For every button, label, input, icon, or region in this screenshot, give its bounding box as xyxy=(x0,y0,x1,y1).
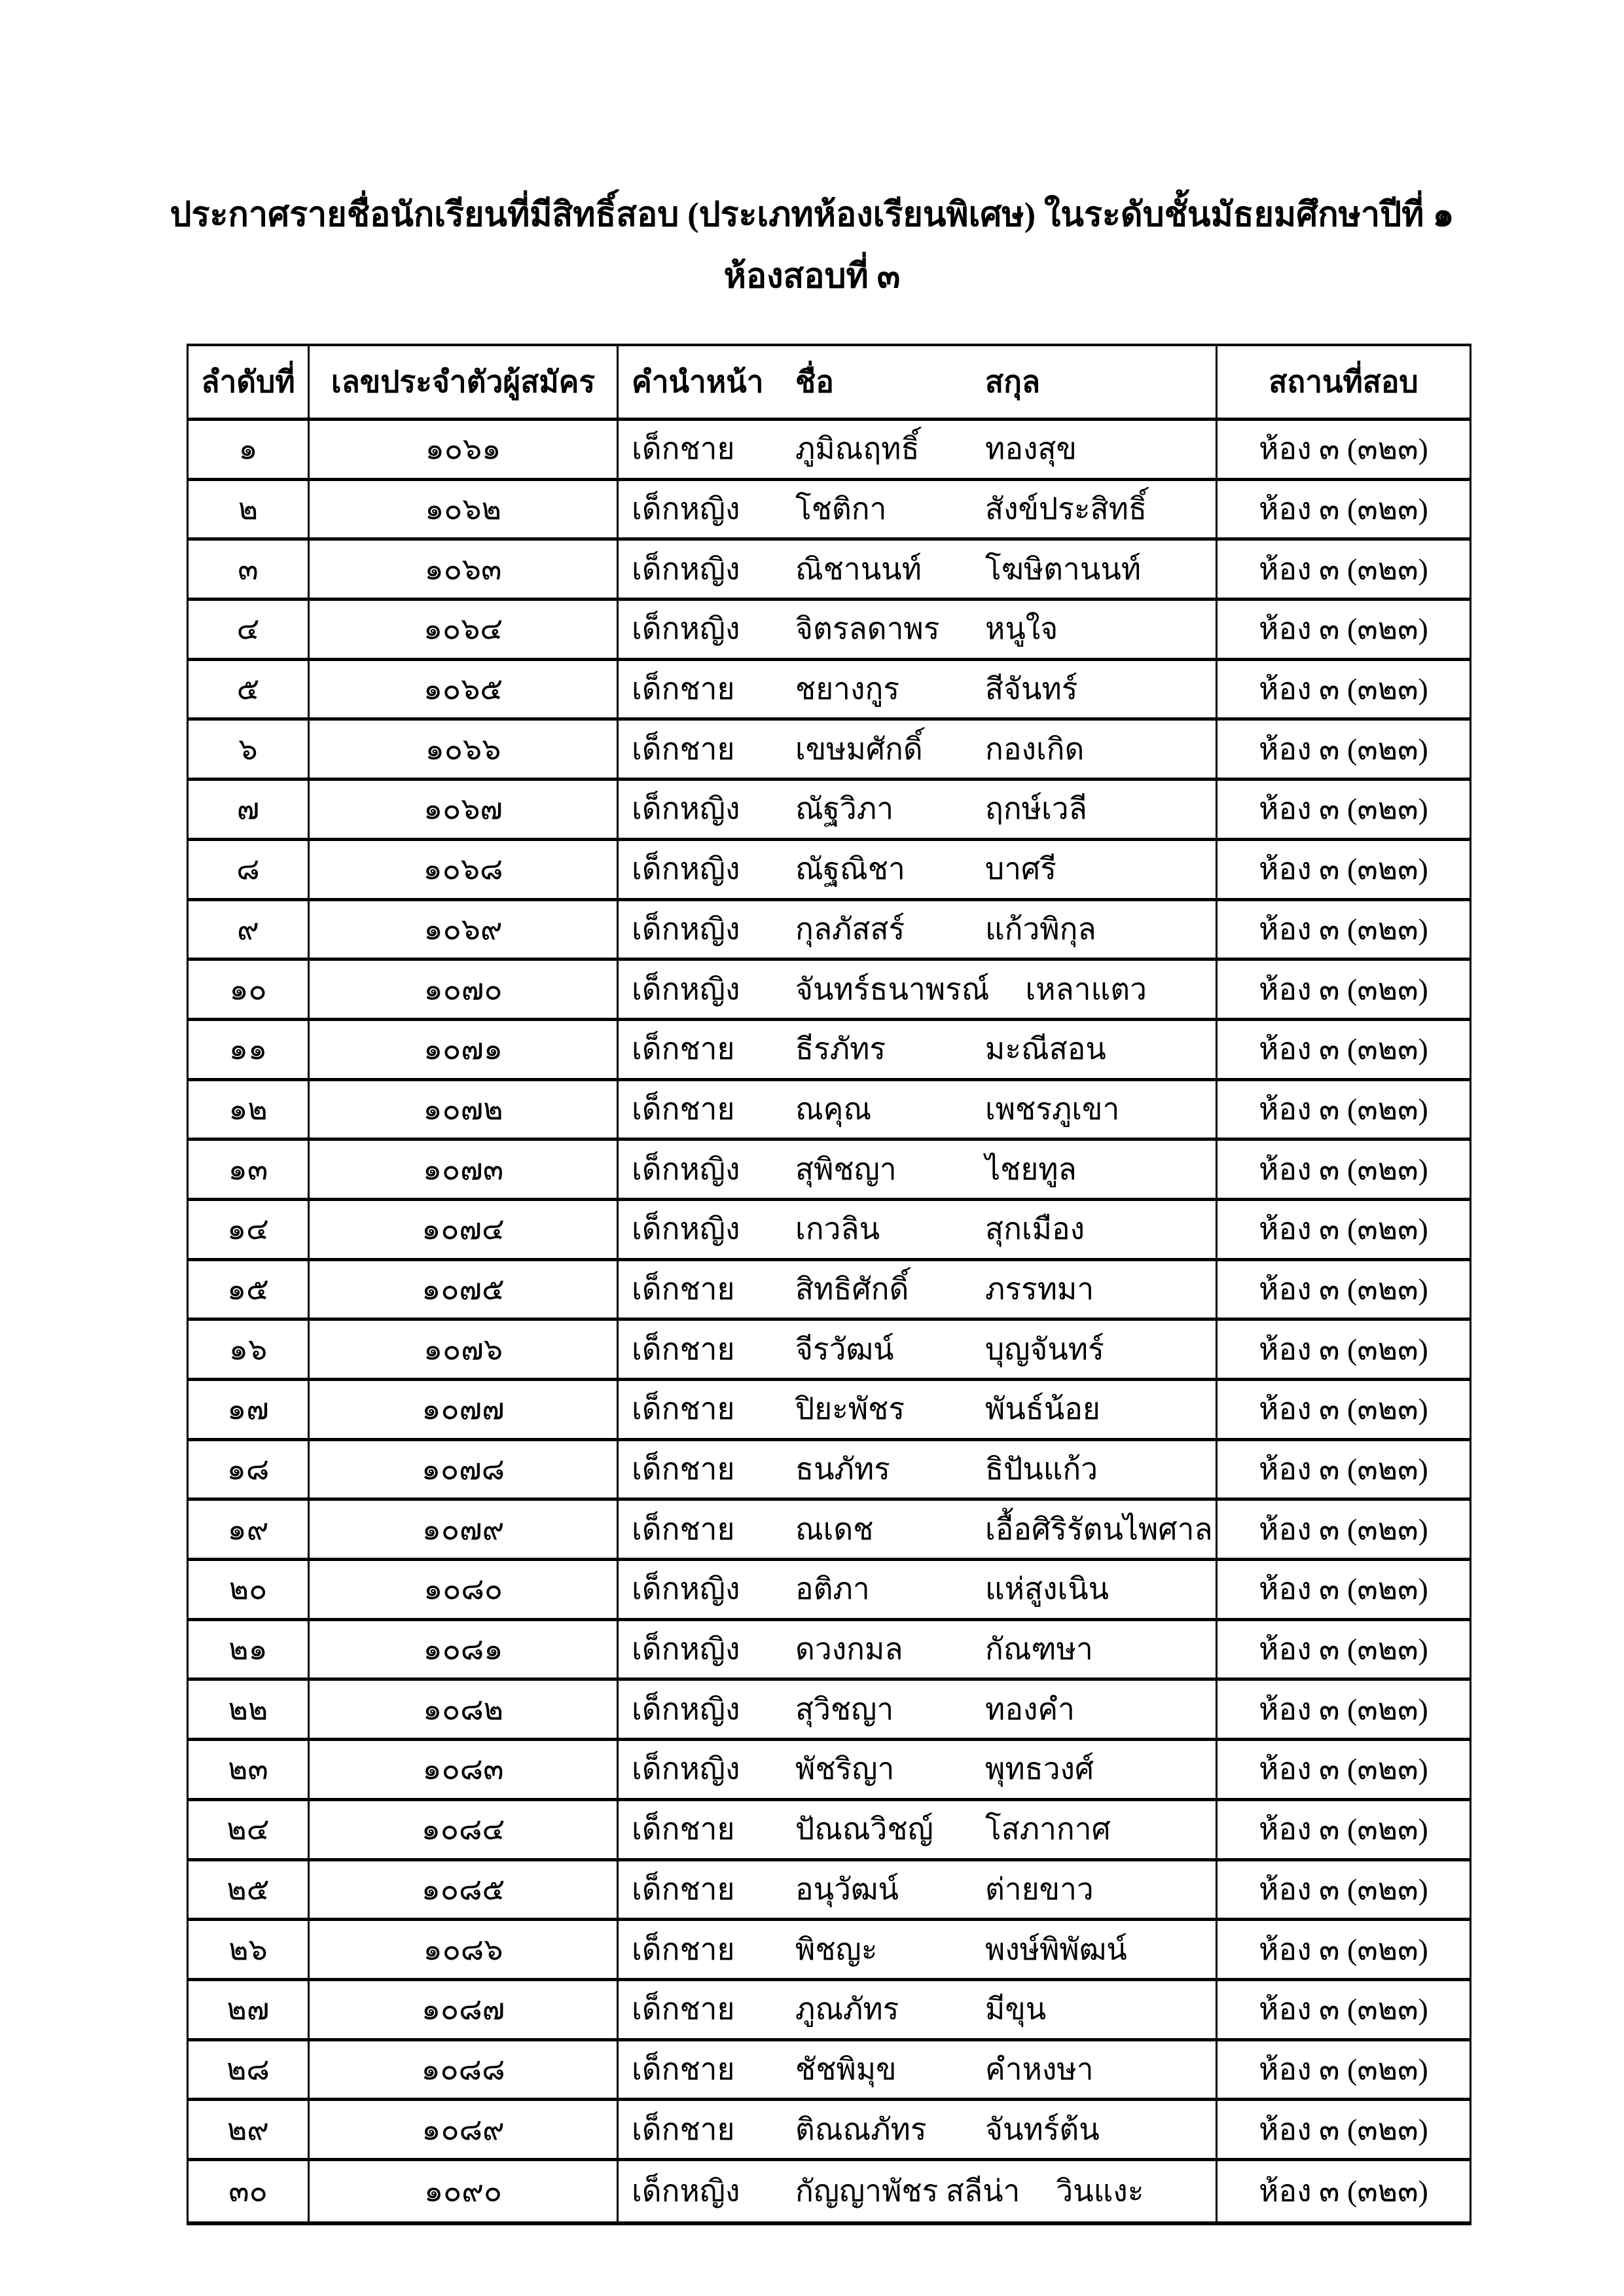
cell-name-group xyxy=(619,2041,1218,2098)
cell-first-name: ธีรภัทร xyxy=(795,1032,886,1066)
cell-prefix: เด็กหญิง xyxy=(632,972,740,1006)
cell-first-name: จีรวัฒน์ xyxy=(795,1332,894,1366)
table-row xyxy=(189,901,1470,961)
cell-first-name: ปัณณวิชญ์ xyxy=(795,1812,933,1846)
cell-exam-location: ห้อง ๓ (๓๒๓) xyxy=(1259,2174,1428,2208)
table-row xyxy=(189,2161,1470,2221)
cell-first-name: ปิยะพัชร xyxy=(795,1392,905,1426)
cell-last-name: มะณีสอน xyxy=(985,1032,1106,1066)
header-exam-location: สถานที่สอบ xyxy=(1269,365,1418,399)
cell-prefix: เด็กชาย xyxy=(632,1032,735,1066)
cell-first-name: ณิชานนท์ xyxy=(795,552,922,586)
cell-applicant-id: ๑๐๙๐ xyxy=(310,2161,619,2221)
cell-prefix: เด็กหญิง xyxy=(632,552,740,586)
cell-last-name: พุทธวงศ์ xyxy=(985,1752,1094,1786)
cell-name-group xyxy=(619,661,1218,718)
cell-prefix: เด็กหญิง xyxy=(632,2174,740,2208)
cell-name-group xyxy=(619,1201,1218,1258)
cell-first-name: ธนภัทร xyxy=(795,1452,890,1486)
table-row xyxy=(189,1441,1470,1501)
cell-last-name: วินแงะ xyxy=(1056,2174,1144,2208)
cell-no: ๓๐ xyxy=(189,2161,310,2221)
cell-last-name: กัณฑษา xyxy=(985,1632,1093,1666)
table-row xyxy=(189,1741,1470,1801)
header-name-group xyxy=(619,346,1218,418)
table-row xyxy=(189,1561,1470,1621)
cell-exam-location: ห้อง ๓ (๓๒๓) xyxy=(1259,1452,1428,1486)
cell-last-name: ไชยทูล xyxy=(985,1152,1077,1186)
cell-prefix: เด็กชาย xyxy=(632,1452,735,1486)
cell-name-group xyxy=(619,1801,1218,1858)
cell-last-name: แห่สูงเนิน xyxy=(985,1572,1110,1606)
cell-applicant-id: ๑๐๖๒ xyxy=(310,481,619,538)
cell-applicant-id: ๑๐๘๘ xyxy=(310,2041,619,2098)
cell-prefix: เด็กหญิง xyxy=(632,1752,740,1786)
cell-exam-location: ห้อง ๓ (๓๒๓) xyxy=(1259,672,1428,706)
cell-applicant-id: ๑๐๘๐ xyxy=(310,1561,619,1618)
cell-prefix: เด็กหญิง xyxy=(632,912,740,946)
cell-prefix: เด็กหญิง xyxy=(632,1212,740,1246)
header-applicant-id: เลขประจำตัวผู้สมัคร xyxy=(310,346,619,418)
cell-name-group xyxy=(619,781,1218,838)
table-row xyxy=(189,2101,1470,2161)
cell-prefix: เด็กชาย xyxy=(632,432,735,466)
cell-exam-location: ห้อง ๓ (๓๒๓) xyxy=(1259,1152,1428,1186)
cell-last-name: เหลาแตว xyxy=(1025,972,1147,1006)
cell-last-name: คำหงษา xyxy=(985,2052,1094,2086)
cell-no: ๔ xyxy=(189,601,310,658)
cell-applicant-id: ๑๐๘๓ xyxy=(310,1741,619,1798)
cell-prefix: เด็กชาย xyxy=(632,1932,735,1966)
cell-no: ๘ xyxy=(189,841,310,898)
cell-name-group xyxy=(619,1081,1218,1138)
cell-prefix: เด็กชาย xyxy=(632,1332,735,1366)
cell-first-name: พัชริญา xyxy=(795,1752,895,1786)
cell-prefix: เด็กชาย xyxy=(632,1512,735,1546)
cell-last-name: แก้วพิกุล xyxy=(985,912,1096,946)
cell-name-group xyxy=(619,1981,1218,2038)
cell-exam-location: ห้อง ๓ (๓๒๓) xyxy=(1259,1032,1428,1066)
cell-no: ๒๘ xyxy=(189,2041,310,2098)
cell-applicant-id: ๑๐๗๖ xyxy=(310,1321,619,1378)
header-no: ลำดับที่ xyxy=(189,346,310,418)
title-line-1: ประกาศรายชื่อนักเรียนที่มีสิทธิ์สอบ (ประเภทห้องเรียนพิเศษ) ในระดับชั้นมัธยมศึกษาปีที่ ๑ xyxy=(170,196,1454,234)
cell-exam-location: ห้อง ๓ (๓๒๓) xyxy=(1259,1932,1428,1966)
cell-no: ๕ xyxy=(189,661,310,718)
cell-applicant-id: ๑๐๘๑ xyxy=(310,1621,619,1678)
cell-applicant-id: ๑๐๖๗ xyxy=(310,781,619,838)
cell-prefix: เด็กชาย xyxy=(632,1992,735,2026)
cell-last-name: โสภากาศ xyxy=(985,1812,1111,1846)
cell-no: ๙ xyxy=(189,901,310,958)
table-row xyxy=(189,1801,1470,1861)
cell-exam-location: ห้อง ๓ (๓๒๓) xyxy=(1259,1512,1428,1546)
cell-applicant-id: ๑๐๗๙ xyxy=(310,1501,619,1558)
cell-applicant-id: ๑๐๘๕ xyxy=(310,1861,619,1918)
cell-prefix: เด็กหญิง xyxy=(632,1152,740,1186)
cell-no: ๒๒ xyxy=(189,1681,310,1738)
table-row xyxy=(189,661,1470,721)
cell-exam-location: ห้อง ๓ (๓๒๓) xyxy=(1259,1092,1428,1126)
cell-name-group xyxy=(619,1921,1218,1978)
cell-last-name: บุญจันทร์ xyxy=(985,1332,1104,1366)
cell-name-group xyxy=(619,721,1218,778)
cell-applicant-id: ๑๐๗๘ xyxy=(310,1441,619,1498)
table-row xyxy=(189,601,1470,661)
cell-name-group xyxy=(619,1681,1218,1738)
cell-name-group xyxy=(619,1381,1218,1438)
cell-name-group xyxy=(619,841,1218,898)
table-row xyxy=(189,961,1470,1021)
cell-no: ๒๐ xyxy=(189,1561,310,1618)
cell-prefix: เด็กชาย xyxy=(632,1092,735,1126)
cell-first-name: จันทร์ธนาพรณ์ xyxy=(795,972,990,1006)
table-row xyxy=(189,1021,1470,1081)
cell-last-name: พงษ์พิพัฒน์ xyxy=(985,1932,1127,1966)
cell-no: ๒๕ xyxy=(189,1861,310,1918)
document-title xyxy=(0,185,1624,308)
table-row xyxy=(189,1921,1470,1981)
cell-exam-location: ห้อง ๓ (๓๒๓) xyxy=(1259,432,1428,466)
cell-last-name: ทองคำ xyxy=(985,1692,1075,1726)
cell-applicant-id: ๑๐๘๙ xyxy=(310,2101,619,2158)
cell-prefix: เด็กหญิง xyxy=(632,1692,740,1726)
cell-name-group xyxy=(619,1741,1218,1798)
cell-first-name: สุวิชญา xyxy=(795,1692,894,1726)
cell-prefix: เด็กชาย xyxy=(632,732,735,766)
cell-exam-location: ห้อง ๓ (๓๒๓) xyxy=(1259,852,1428,886)
cell-first-name: โชติกา xyxy=(795,492,887,526)
cell-last-name: สีจันทร์ xyxy=(985,672,1078,706)
cell-name-group xyxy=(619,541,1218,598)
cell-first-name: จิตรลดาพร xyxy=(795,612,940,646)
cell-exam-location: ห้อง ๓ (๓๒๓) xyxy=(1259,612,1428,646)
cell-first-name: ติณณภัทร xyxy=(795,2112,927,2146)
cell-last-name: ต่ายขาว xyxy=(985,1872,1094,1906)
cell-no: ๓ xyxy=(189,541,310,598)
cell-applicant-id: ๑๐๗๑ xyxy=(310,1021,619,1078)
cell-exam-location: ห้อง ๓ (๓๒๓) xyxy=(1259,552,1428,586)
cell-name-group xyxy=(619,1141,1218,1198)
cell-exam-location: ห้อง ๓ (๓๒๓) xyxy=(1259,792,1428,826)
cell-first-name: เขษมศักดิ์ xyxy=(795,732,923,766)
cell-no: ๑๓ xyxy=(189,1141,310,1198)
cell-last-name: โฆษิตานนท์ xyxy=(985,552,1142,586)
cell-applicant-id: ๑๐๖๔ xyxy=(310,601,619,658)
cell-name-group xyxy=(619,1441,1218,1498)
title-line-2: ห้องสอบที่ ๓ xyxy=(723,258,901,295)
cell-prefix: เด็กหญิง xyxy=(632,492,740,526)
cell-no: ๒๔ xyxy=(189,1801,310,1858)
cell-last-name: จันทร์ต้น xyxy=(985,2112,1100,2146)
cell-no: ๑๙ xyxy=(189,1501,310,1558)
cell-name-group xyxy=(619,2101,1218,2158)
cell-no: ๗ xyxy=(189,781,310,838)
cell-exam-location: ห้อง ๓ (๓๒๓) xyxy=(1259,1572,1428,1606)
cell-name-group xyxy=(619,421,1218,478)
cell-no: ๒๓ xyxy=(189,1741,310,1798)
cell-exam-location: ห้อง ๓ (๓๒๓) xyxy=(1259,1632,1428,1666)
cell-first-name: ณัฐวิภา xyxy=(795,792,894,826)
table-row xyxy=(189,1321,1470,1381)
cell-exam-location: ห้อง ๓ (๓๒๓) xyxy=(1259,732,1428,766)
cell-first-name: ณคุณ xyxy=(795,1092,872,1126)
cell-no: ๒๑ xyxy=(189,1621,310,1678)
cell-prefix: เด็กหญิง xyxy=(632,612,740,646)
table-row xyxy=(189,1621,1470,1681)
cell-prefix: เด็กชาย xyxy=(632,1872,735,1906)
table-row xyxy=(189,2041,1470,2102)
cell-last-name: เอื้อศิริรัตนไพศาล xyxy=(985,1512,1213,1546)
cell-applicant-id: ๑๐๗๓ xyxy=(310,1141,619,1198)
cell-name-group xyxy=(619,961,1218,1018)
cell-applicant-id: ๑๐๖๙ xyxy=(310,901,619,958)
cell-last-name: พันธ์น้อย xyxy=(985,1392,1100,1426)
table-row xyxy=(189,1201,1470,1261)
cell-exam-location: ห้อง ๓ (๓๒๓) xyxy=(1259,1332,1428,1366)
cell-first-name: เกวลิน xyxy=(795,1212,880,1246)
cell-exam-location: ห้อง ๓ (๓๒๓) xyxy=(1259,1752,1428,1786)
table-row xyxy=(189,421,1470,481)
header-last-name: สกุล xyxy=(985,365,1041,399)
cell-last-name: ฤกษ์เวลี xyxy=(985,792,1087,826)
cell-name-group xyxy=(619,1501,1218,1558)
cell-applicant-id: ๑๐๘๔ xyxy=(310,1801,619,1858)
cell-last-name: สุกเมือง xyxy=(985,1212,1085,1246)
cell-first-name: สิทธิศักดิ์ xyxy=(795,1272,909,1306)
cell-prefix: เด็กหญิง xyxy=(632,852,740,886)
cell-prefix: เด็กชาย xyxy=(632,2112,735,2146)
cell-applicant-id: ๑๐๗๔ xyxy=(310,1201,619,1258)
cell-first-name: ชัชพิมุข xyxy=(795,2052,897,2086)
cell-first-name: พิชญะ xyxy=(795,1932,878,1966)
student-exam-table xyxy=(187,344,1471,2225)
header-prefix: คำนำหน้า xyxy=(632,365,764,399)
cell-first-name: ณเดช xyxy=(795,1512,874,1546)
cell-prefix: เด็กหญิง xyxy=(632,1572,740,1606)
cell-name-group xyxy=(619,1261,1218,1318)
cell-no: ๑๕ xyxy=(189,1261,310,1318)
cell-applicant-id: ๑๐๗๒ xyxy=(310,1081,619,1138)
cell-no: ๑๐ xyxy=(189,961,310,1018)
table-row xyxy=(189,1861,1470,1922)
header-first-name: ชื่อ xyxy=(795,365,834,399)
cell-last-name: กองเกิด xyxy=(985,732,1085,766)
cell-no: ๑๑ xyxy=(189,1021,310,1078)
cell-first-name: อติภา xyxy=(795,1572,870,1606)
table-row xyxy=(189,841,1470,901)
cell-name-group xyxy=(619,901,1218,958)
cell-first-name: กัญญาพัชร สลีน่า xyxy=(795,2174,1020,2208)
cell-prefix: เด็กชาย xyxy=(632,1392,735,1426)
cell-first-name: กุลภัสสร์ xyxy=(795,912,905,946)
cell-last-name: ทองสุข xyxy=(985,432,1077,466)
cell-prefix: เด็กชาย xyxy=(632,2052,735,2086)
table-row xyxy=(189,1981,1470,2041)
cell-last-name: ภรรทมา xyxy=(985,1272,1094,1306)
cell-exam-location: ห้อง ๓ (๓๒๓) xyxy=(1259,492,1428,526)
cell-last-name: หนูใจ xyxy=(985,612,1058,646)
cell-exam-location: ห้อง ๓ (๓๒๓) xyxy=(1259,1872,1428,1906)
cell-applicant-id: ๑๐๖๕ xyxy=(310,661,619,718)
cell-applicant-id: ๑๐๘๗ xyxy=(310,1981,619,2038)
cell-last-name: มีขุน xyxy=(985,1992,1047,2026)
cell-applicant-id: ๑๐๖๘ xyxy=(310,841,619,898)
cell-applicant-id: ๑๐๗๕ xyxy=(310,1261,619,1318)
cell-no: ๒๙ xyxy=(189,2101,310,2158)
cell-last-name: สังข์ประสิทธิ์ xyxy=(985,492,1147,526)
cell-applicant-id: ๑๐๖๑ xyxy=(310,421,619,478)
cell-first-name: ณัฐณิชา xyxy=(795,852,905,886)
cell-applicant-id: ๑๐๘๒ xyxy=(310,1681,619,1738)
cell-exam-location: ห้อง ๓ (๓๒๓) xyxy=(1259,972,1428,1006)
cell-no: ๒๗ xyxy=(189,1981,310,2038)
table-row xyxy=(189,1081,1470,1141)
cell-exam-location: ห้อง ๓ (๓๒๓) xyxy=(1259,2112,1428,2146)
cell-name-group xyxy=(619,1861,1218,1918)
cell-prefix: เด็กชาย xyxy=(632,1812,735,1846)
table-row xyxy=(189,481,1470,541)
cell-name-group xyxy=(619,1321,1218,1378)
cell-applicant-id: ๑๐๖๓ xyxy=(310,541,619,598)
cell-exam-location: ห้อง ๓ (๓๒๓) xyxy=(1259,2052,1428,2086)
table-row xyxy=(189,541,1470,601)
cell-exam-location: ห้อง ๓ (๓๒๓) xyxy=(1259,912,1428,946)
cell-exam-location: ห้อง ๓ (๓๒๓) xyxy=(1259,1272,1428,1306)
table-row xyxy=(189,1381,1470,1441)
cell-last-name: ธิปันแก้ว xyxy=(985,1452,1098,1486)
cell-applicant-id: ๑๐๗๗ xyxy=(310,1381,619,1438)
cell-exam-location: ห้อง ๓ (๓๒๓) xyxy=(1259,1212,1428,1246)
cell-exam-location: ห้อง ๓ (๓๒๓) xyxy=(1259,1392,1428,1426)
cell-no: ๑๔ xyxy=(189,1201,310,1258)
table-row xyxy=(189,1501,1470,1561)
cell-no: ๒๖ xyxy=(189,1921,310,1978)
cell-first-name: ภูมิณฤทธิ์ xyxy=(795,432,920,466)
cell-applicant-id: ๑๐๗๐ xyxy=(310,961,619,1018)
table-row xyxy=(189,781,1470,841)
cell-no: ๑ xyxy=(189,421,310,478)
cell-name-group xyxy=(619,1621,1218,1678)
cell-no: ๑๗ xyxy=(189,1381,310,1438)
cell-first-name: สุพิชญา xyxy=(795,1152,897,1186)
cell-exam-location: ห้อง ๓ (๓๒๓) xyxy=(1259,1812,1428,1846)
cell-first-name: อนุวัฒน์ xyxy=(795,1872,899,1906)
cell-applicant-id: ๑๐๖๖ xyxy=(310,721,619,778)
cell-last-name: เพชรภูเขา xyxy=(985,1092,1120,1126)
cell-no: ๖ xyxy=(189,721,310,778)
table-row xyxy=(189,721,1470,781)
cell-prefix: เด็กชาย xyxy=(632,1272,735,1306)
table-row xyxy=(189,1261,1470,1321)
cell-prefix: เด็กหญิง xyxy=(632,1632,740,1666)
cell-exam-location: ห้อง ๓ (๓๒๓) xyxy=(1259,1692,1428,1726)
cell-name-group xyxy=(619,481,1218,538)
cell-applicant-id: ๑๐๘๖ xyxy=(310,1921,619,1978)
cell-no: ๑๖ xyxy=(189,1321,310,1378)
cell-name-group xyxy=(619,1021,1218,1078)
table-header-row xyxy=(189,346,1470,421)
cell-last-name: บาศรี xyxy=(985,852,1056,886)
cell-first-name: ดวงกมล xyxy=(795,1632,903,1666)
table-row xyxy=(189,1681,1470,1741)
cell-name-group xyxy=(619,1561,1218,1618)
cell-exam-location: ห้อง ๓ (๓๒๓) xyxy=(1259,1992,1428,2026)
cell-first-name: ชยางกูร xyxy=(795,672,900,706)
cell-no: ๑๘ xyxy=(189,1441,310,1498)
cell-name-group xyxy=(619,2161,1218,2221)
cell-no: ๒ xyxy=(189,481,310,538)
cell-no: ๑๒ xyxy=(189,1081,310,1138)
cell-prefix: เด็กหญิง xyxy=(632,792,740,826)
table-row xyxy=(189,1141,1470,1201)
cell-prefix: เด็กชาย xyxy=(632,672,735,706)
cell-name-group xyxy=(619,601,1218,658)
cell-first-name: ภูณภัทร xyxy=(795,1992,899,2026)
